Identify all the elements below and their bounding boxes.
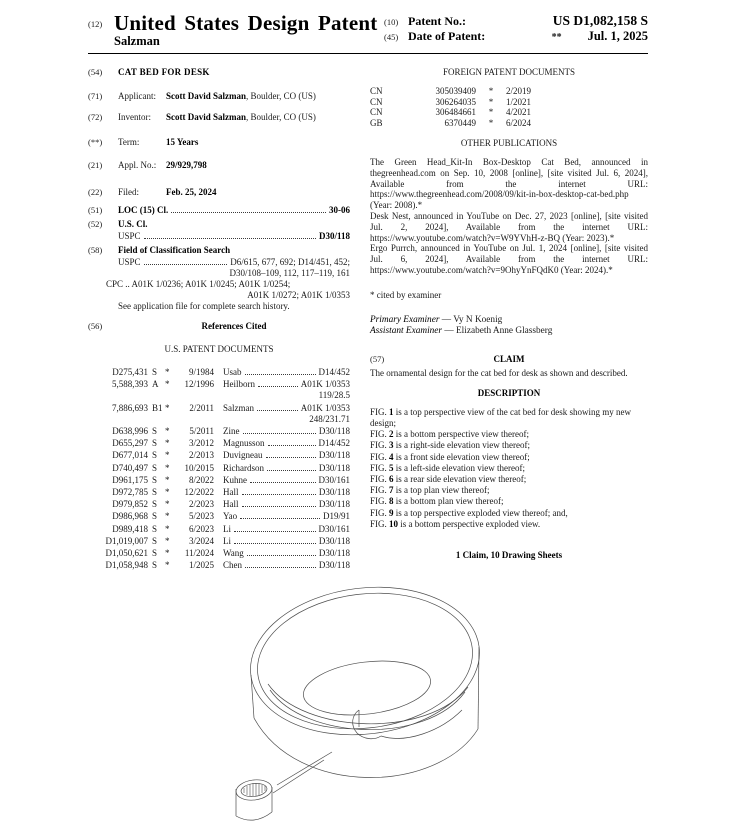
- right-column: [370, 67, 648, 571]
- foreign-patent-date: 4/2021: [506, 107, 532, 117]
- bowl-right-wall: [478, 647, 479, 729]
- figure-description-line: FIG. 10 is a bottom perspective exploded view.: [370, 518, 541, 529]
- loc-value: 30-06: [329, 205, 350, 215]
- patent-ref-class: D30/118: [318, 560, 350, 571]
- uspc-label: USPC: [118, 231, 141, 241]
- dotted-leader: [242, 498, 316, 507]
- patent-ref-date: 5/2023: [188, 511, 214, 522]
- patent-ref-number: D989,418: [112, 523, 148, 534]
- patent-date: Jul. 1, 2025: [587, 29, 648, 43]
- patent-no-label: Patent No.:: [408, 14, 466, 28]
- bowl-left-wall: [251, 675, 254, 718]
- field-cpc-line2: A01K 1/0272; A01K 1/0353: [247, 290, 350, 300]
- patent-kind-code: S: [152, 438, 158, 449]
- patent-ref-number: D638,996: [112, 426, 148, 437]
- patent-kind-code: S: [152, 367, 158, 377]
- dotted-leader: [234, 535, 316, 544]
- dotted-leader: [266, 449, 316, 458]
- patent-ref-name: Yao: [223, 511, 238, 522]
- us-patents-heading: U.S. PATENT DOCUMENTS: [164, 344, 274, 354]
- patent-ref-number: D972,785: [112, 487, 148, 498]
- header-rule: [88, 53, 648, 54]
- patent-ref-class: A01K 1/0353: [300, 402, 350, 413]
- us-patent-row: [88, 510, 350, 522]
- patent-ref-name: Usab: [223, 367, 242, 377]
- uspc-value: D30/118: [318, 231, 350, 241]
- foreign-country-code: GB: [370, 117, 383, 128]
- figure-description-line: FIG. 3 is a right-side elevation view thereof;: [370, 440, 530, 451]
- kind-code-tag: (12): [88, 19, 103, 29]
- bowl-outer-rim: [242, 582, 488, 747]
- patent-ref-number: D1,050,621: [105, 548, 148, 559]
- field-uspc-line1: D6/615, 677, 692; D14/451, 452;: [230, 257, 350, 267]
- foreign-patent-date: 1/2021: [506, 96, 532, 107]
- examiner-cited-star: *: [165, 462, 170, 473]
- patent-ref-name: Magnusson: [223, 438, 265, 449]
- dotted-leader: [171, 204, 326, 213]
- us-patent-row: [88, 535, 350, 547]
- patent-ref-date: 3/2012: [188, 438, 214, 449]
- patent-ref-number: D655,297: [112, 438, 148, 449]
- us-patent-row: [88, 523, 350, 535]
- dotted-leader: [268, 437, 316, 446]
- patent-ref-class-cont: 248/231.71: [309, 413, 350, 424]
- spiral-floor-circle: [300, 654, 433, 721]
- examiner-cited-star: *: [165, 548, 170, 559]
- patent-kind-code: S: [152, 523, 158, 534]
- us-patent-row: [88, 449, 350, 461]
- patent-ref-name: Kuhne: [223, 474, 247, 485]
- patent-ref-name: Salzman: [223, 402, 254, 413]
- publications-list: [370, 157, 648, 276]
- patent-ref-date: 2/2013: [188, 450, 214, 461]
- applicant-row: [88, 91, 350, 102]
- patent-ref-name: Wang: [223, 548, 244, 559]
- description-heading: DESCRIPTION: [477, 387, 541, 398]
- bowl-bottom-edge: [254, 718, 478, 778]
- patent-ref-date: 10/2015: [184, 462, 214, 473]
- applicant-label: Applicant:: [118, 91, 156, 101]
- foreign-patent-date: 6/2024: [506, 117, 532, 128]
- patent-header: [88, 12, 648, 48]
- term-marker: **: [551, 32, 562, 43]
- us-patent-row: [88, 378, 350, 390]
- patent-ref-number: D979,852: [112, 499, 148, 510]
- patent-ref-date: 12/1996: [184, 379, 214, 390]
- term-tag: (**): [88, 137, 103, 147]
- patent-kind-code: S: [152, 499, 158, 510]
- patent-ref-class: A01K 1/0353: [300, 379, 350, 390]
- references-heading-row: [88, 321, 350, 332]
- foreign-country-code: CN: [370, 86, 383, 96]
- uscl-label: U.S. Cl.: [118, 219, 148, 229]
- spiral-ramp-edge-outer: [268, 684, 468, 724]
- patent-ref-number: D677,014: [112, 450, 148, 461]
- appl-no-row: [88, 160, 350, 171]
- cat-bed-line-drawing: [228, 582, 494, 834]
- patent-ref-date: 12/2022: [184, 487, 214, 498]
- patent-ref-class: D30/118: [318, 450, 350, 461]
- dotted-leader: [144, 230, 316, 239]
- foreign-patent-number: 306484661: [435, 107, 476, 117]
- us-patent-row: [88, 547, 350, 559]
- dotted-leader: [240, 510, 320, 519]
- dotted-leader: [234, 523, 316, 532]
- primary-examiner-line: Primary Examiner — Vy N Koenig: [370, 314, 503, 325]
- figure-description-line: FIG. 1 is a top perspective view of the cat bed for desk showing my new design;: [370, 406, 631, 428]
- patent-ref-number: D986,968: [112, 511, 148, 522]
- patent-date-row: [384, 31, 648, 43]
- clamp-arm-lower-line: [273, 760, 324, 793]
- examiner-cited-star: *: [165, 474, 170, 485]
- patent-ref-date: 2/2011: [189, 402, 214, 413]
- document-title: United States Design Patent: [114, 11, 378, 35]
- dotted-leader: [247, 547, 316, 556]
- references-tag: (56): [88, 321, 103, 331]
- other-publications-heading: OTHER PUBLICATIONS: [460, 138, 558, 148]
- foreign-patent-number: 306264035: [435, 96, 476, 107]
- clamp-arm-upper-line: [277, 752, 332, 785]
- patent-ref-class: D19/91: [323, 511, 350, 522]
- filed-tag: (22): [88, 187, 103, 197]
- inventor-surname: Salzman: [114, 34, 160, 48]
- applicant-tag: (71): [88, 91, 103, 101]
- patent-ref-number: D961,175: [112, 474, 148, 485]
- field-tag: (58): [88, 245, 103, 255]
- examiner-cited-star: *: [488, 117, 494, 128]
- patent-ref-number: D275,431: [112, 367, 148, 377]
- patent-ref-date: 6/2023: [188, 523, 214, 534]
- us-patent-row: [88, 474, 350, 486]
- dotted-leader: [257, 402, 298, 411]
- patent-ref-name: Heilborn: [223, 379, 255, 390]
- figure-description-line: FIG. 2 is a bottom perspective view thereof;: [370, 429, 529, 440]
- publication-entry: Ergo Purrch, announced in YouTube on Jul. 1, 2024 [online], [site visited Jul. 6, 2024], Available from the internet URL: https://www.youtube.com/watch?v=9OhyYnFQdK0 (Year: 2024).*: [370, 243, 648, 275]
- patent-ref-class: D30/118: [318, 426, 350, 437]
- patent-kind-code: S: [152, 535, 158, 546]
- term-value: 15 Years: [166, 137, 199, 147]
- patent-ref-class: D14/452: [318, 367, 350, 377]
- term-label: Term:: [118, 137, 140, 147]
- invention-title: CAT BED FOR DESK: [118, 67, 210, 77]
- examiner-cited-star: *: [165, 402, 170, 413]
- figure-descriptions: [370, 407, 648, 530]
- patent-ref-class: D14/452: [318, 438, 350, 449]
- loc-class-row: [88, 204, 350, 216]
- patent-ref-date: 5/2011: [189, 426, 214, 437]
- figure-description-line: FIG. 4 is a front side elevation view thereof;: [370, 451, 530, 462]
- loc-tag: (51): [88, 205, 103, 215]
- patent-ref-class: D30/118: [318, 535, 350, 546]
- patent-ref-class: D30/118: [318, 548, 350, 559]
- claim-tag: (57): [370, 353, 385, 364]
- patent-ref-date: 3/2024: [188, 535, 214, 546]
- patent-kind-code: S: [152, 560, 158, 571]
- dotted-leader: [267, 462, 316, 471]
- cited-by-examiner-note: * cited by examiner: [370, 289, 442, 300]
- patent-ref-class: D30/118: [318, 462, 350, 473]
- foreign-patent-row: [370, 107, 648, 118]
- examiner-cited-star: *: [165, 426, 170, 437]
- us-patent-row: [88, 437, 350, 449]
- patent-ref-number: D1,058,948: [105, 560, 148, 571]
- filed-value: Feb. 25, 2024: [166, 187, 217, 197]
- patent-ref-name: Richardson: [223, 462, 264, 473]
- invention-title-row: [88, 67, 350, 78]
- examiner-cited-star: *: [165, 511, 170, 522]
- appl-no-tag: (21): [88, 160, 103, 170]
- examiner-cited-star: *: [488, 86, 494, 96]
- patent-kind-code: S: [152, 548, 158, 559]
- us-patent-row: [88, 425, 350, 437]
- foreign-patent-number: 305039409: [435, 86, 476, 96]
- patent-ref-name: Duvigneau: [223, 450, 263, 461]
- appl-no-label: Appl. No.:: [118, 160, 157, 170]
- patent-ref-name: Li: [223, 535, 231, 546]
- figure-description-line: FIG. 5 is a left-side elevation view thereof;: [370, 462, 525, 473]
- us-class-block: [88, 219, 350, 242]
- inventor-label: Inventor:: [118, 112, 151, 122]
- field-label: Field of Classification Search: [118, 245, 231, 255]
- us-patent-row: [88, 486, 350, 498]
- examiner-cited-star: *: [165, 487, 170, 498]
- patent-ref-name: Chen: [223, 560, 242, 571]
- uscl-tag: (52): [88, 219, 103, 229]
- clamp-top-outer-ellipse: [235, 778, 273, 802]
- patent-kind-code: S: [152, 487, 158, 498]
- patent-figure-drawing: [228, 582, 494, 834]
- dotted-leader: [258, 378, 298, 387]
- patent-number: US D1,082,158 S: [552, 13, 648, 28]
- dotted-leader: [242, 486, 316, 495]
- references-heading: References Cited: [201, 321, 267, 331]
- dotted-leader: [250, 474, 316, 483]
- assistant-examiner-line: Assistant Examiner — Elizabeth Anne Glassberg: [370, 326, 553, 337]
- patent-ref-class-cont: 119/28.5: [318, 390, 350, 401]
- patent-ref-name: Zine: [223, 426, 240, 437]
- patent-ref-date: 1/2025: [188, 560, 214, 571]
- loc-label: LOC (15) Cl.: [118, 205, 169, 215]
- patent-ref-date: 8/2022: [188, 474, 214, 485]
- field-uspc-line2: D30/108–109, 112, 117–119, 161: [229, 268, 350, 278]
- patent-kind-code: S: [152, 450, 158, 461]
- date-label: Date of Patent:: [408, 29, 486, 43]
- patent-kind-code: A: [152, 379, 159, 390]
- us-patent-row: [88, 366, 350, 378]
- us-patent-row: [88, 498, 350, 510]
- patent-ref-class: D30/118: [318, 487, 350, 498]
- figure-description-line: FIG. 8 is a bottom plan view thereof;: [370, 496, 504, 507]
- applicant-value: Scott David Salzman, Boulder, CO (US): [166, 91, 316, 101]
- patent-ref-number: 7,886,693: [112, 402, 148, 413]
- left-column: [88, 67, 350, 571]
- examiner-cited-star: *: [165, 535, 170, 546]
- publication-entry: Desk Nest, announced in YouTube on Dec. 27, 2023 [online], [site visited Jul. 2, 2024], Available from the internet URL: https://www.youtube.com/watch?v=W9YVhH-z-BQ (Year: 2023).*: [370, 210, 648, 243]
- publication-entry: The Green Head_Kit-In Box-Desktop Cat Bed, announced in thegreenhead.com on Sep. 10, 2008 [online], [site visited Jul. 6, 2024], Available from the internet URL: https://www.thegreenhead.com/2008/09/kit-in-box-desktop-cat-bed.php (Year: 2008).*: [370, 157, 648, 211]
- foreign-patent-number: 6370449: [444, 117, 476, 128]
- claim-heading-row: [370, 354, 648, 365]
- examiner-cited-star: *: [488, 107, 494, 117]
- patent-ref-number: D740,497: [112, 462, 148, 473]
- patent-ref-number: D1,019,007: [105, 535, 148, 546]
- examiner-cited-star: *: [165, 450, 170, 461]
- figure-description-line: FIG. 6 is a rear side elevation view thereof;: [370, 473, 527, 484]
- examiner-cited-star: *: [165, 560, 170, 571]
- dotted-leader: [144, 256, 228, 265]
- dotted-leader: [245, 366, 316, 375]
- foreign-country-code: CN: [370, 96, 383, 107]
- patent-kind-code: S: [152, 474, 158, 485]
- examiner-cited-star: *: [165, 499, 170, 510]
- clamp-top-inner-ellipse: [240, 782, 267, 798]
- inventor-row: [88, 112, 350, 123]
- claims-sheets-note: 1 Claim, 10 Drawing Sheets: [455, 550, 563, 560]
- patent-ref-class: D30/161: [318, 523, 350, 534]
- examiner-cited-star: *: [165, 367, 170, 377]
- patent-no-tag: (10): [384, 17, 399, 27]
- patent-ref-date: 11/2024: [184, 548, 214, 559]
- clamp-bottom-edge: [236, 812, 272, 820]
- examiner-cited-star: *: [165, 523, 170, 534]
- date-tag: (45): [384, 32, 399, 42]
- filed-row: [88, 187, 350, 198]
- claim-text: The ornamental design for the cat bed for desk as shown and described.: [370, 367, 628, 378]
- foreign-country-code: CN: [370, 107, 383, 117]
- dotted-leader: [243, 425, 316, 434]
- dotted-leader: [245, 559, 316, 568]
- us-patent-row: [88, 462, 350, 474]
- search-history-note: See application file for complete search history.: [118, 301, 290, 311]
- patent-ref-name: Li: [223, 523, 231, 534]
- patent-kind-code: S: [152, 511, 158, 522]
- bowl-inner-rim: [250, 582, 481, 741]
- figure-description-line: FIG. 9 is a top perspective exploded view thereof; and,: [370, 507, 568, 518]
- patent-kind-code: S: [152, 426, 158, 437]
- term-row: [88, 137, 350, 148]
- patent-ref-name: Hall: [223, 499, 239, 510]
- inventor-value: Scott David Salzman, Boulder, CO (US): [166, 112, 316, 122]
- foreign-patent-row: [370, 97, 648, 108]
- inventor-tag: (72): [88, 112, 103, 122]
- us-patent-row: [88, 559, 350, 571]
- patent-ref-name: Hall: [223, 487, 239, 498]
- patent-ref-class: D30/118: [318, 499, 350, 510]
- appl-no-value: 29/929,798: [166, 160, 207, 170]
- patent-ref-date: 2/2023: [188, 499, 214, 510]
- examiner-cited-star: *: [488, 96, 494, 107]
- examiner-cited-star: *: [165, 438, 170, 449]
- foreign-patents-table: [370, 86, 648, 128]
- patent-ref-number: 5,588,393: [112, 379, 148, 390]
- foreign-patent-row: [370, 86, 648, 97]
- patent-kind-code: S: [152, 462, 158, 473]
- foreign-patent-row: [370, 118, 648, 129]
- title-tag: (54): [88, 67, 103, 77]
- foreign-patents-heading: FOREIGN PATENT DOCUMENTS: [442, 67, 576, 77]
- field-of-search-block: [88, 245, 350, 312]
- patent-ref-class: D30/161: [318, 474, 350, 485]
- figure-description-line: FIG. 7 is a top plan view thereof;: [370, 485, 490, 496]
- patent-number-row: [384, 15, 648, 28]
- us-patent-row: [88, 402, 350, 414]
- claim-heading: CLAIM: [493, 353, 525, 364]
- foreign-patent-date: 2/2019: [506, 86, 532, 96]
- examiner-cited-star: *: [165, 379, 170, 390]
- patent-kind-code: B1: [152, 402, 163, 413]
- filed-label: Filed:: [118, 187, 140, 197]
- us-patents-table: [88, 366, 350, 571]
- patent-ref-date: 9/1984: [188, 367, 214, 377]
- field-cpc-line1: CPC .. A01K 1/0236; A01K 1/0245; A01K 1/0254;: [106, 279, 291, 289]
- field-uspc-label: USPC: [118, 257, 141, 267]
